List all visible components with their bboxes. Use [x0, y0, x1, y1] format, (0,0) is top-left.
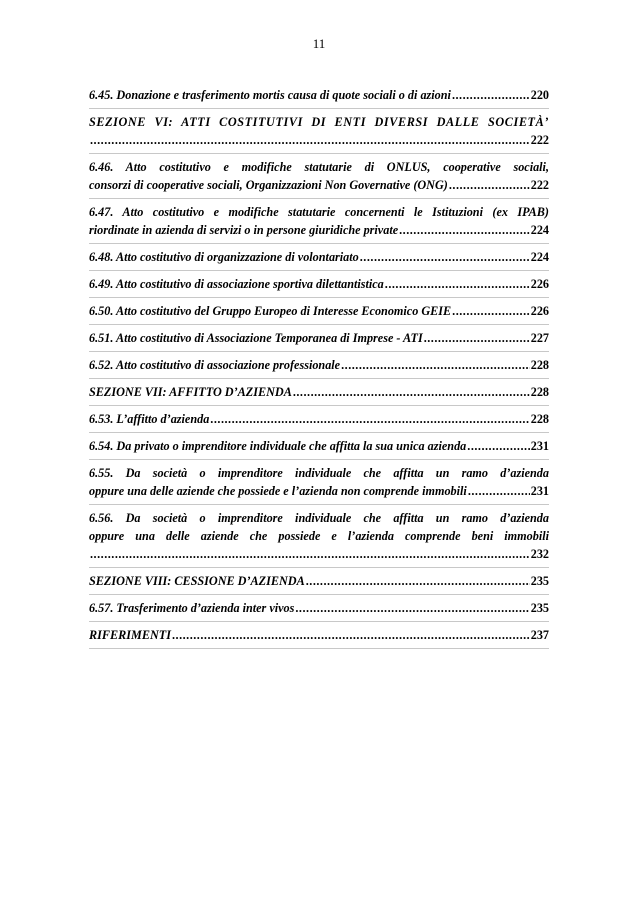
- toc-page-number: 226: [530, 304, 549, 318]
- leader-dots: [360, 248, 530, 266]
- leader-dots: [385, 275, 530, 293]
- toc-entry[interactable]: [89, 158, 549, 199]
- toc-page-number: 220: [530, 88, 549, 102]
- toc-entry-text: 6.47. Atto costitutivo e modifiche statutarie concernenti le Istituzioni (ex IPAB): [89, 205, 549, 219]
- toc-page-number: 228: [530, 358, 549, 372]
- leader-dots: [210, 410, 529, 428]
- toc-entry-text: 6.54. Da privato o imprenditore individuale che affitta la sua unica azienda: [89, 439, 467, 453]
- toc-section-heading[interactable]: [89, 383, 549, 406]
- toc-entry-text: oppure una delle aziende che possiede e l’azienda non comprende immobili: [89, 484, 467, 498]
- toc-entry-text: 6.45. Donazione e trasferimento mortis causa di quote sociali o di azioni: [89, 88, 451, 102]
- leader-dots: [306, 572, 530, 590]
- toc-page-number: 226: [530, 277, 549, 291]
- toc-entry-text: 6.56. Da società o imprenditore individuale che affitta un ramo d’azienda: [89, 511, 549, 525]
- leader-dots: [424, 329, 530, 347]
- toc-entry[interactable]: [89, 329, 549, 352]
- toc-page-number: 224: [530, 223, 549, 237]
- toc-section-heading[interactable]: [89, 113, 549, 154]
- toc-entry-text: 6.50. Atto costitutivo del Gruppo Europeo di Interesse Economico GEIE: [89, 304, 452, 318]
- toc-page-number: 235: [530, 601, 549, 615]
- toc-page-number: 231: [530, 439, 549, 453]
- toc-page-number: 222: [530, 133, 549, 147]
- toc-entry-text: 6.53. L’affitto d’azienda: [89, 412, 210, 426]
- toc-entry[interactable]: [89, 86, 549, 109]
- toc-entry[interactable]: [89, 203, 549, 244]
- page-number: 11: [312, 36, 326, 51]
- toc-entry-text: 6.55. Da società o imprenditore individuale che affitta un ramo d’azienda: [89, 466, 549, 480]
- leader-dots: [452, 302, 530, 320]
- toc-page-number: 222: [530, 178, 549, 192]
- toc-entry-text: SEZIONE VI: ATTI COSTITUTIVI DI ENTI DIVERSI DALLE SOCIETÀ’: [89, 115, 549, 129]
- toc-entry[interactable]: [89, 248, 549, 271]
- leader-dots: [172, 626, 530, 644]
- leader-dots: [449, 176, 530, 194]
- leader-dots: [90, 131, 530, 149]
- leader-dots: [399, 221, 530, 239]
- toc-page-number: 228: [530, 385, 549, 399]
- leader-dots: [295, 599, 529, 617]
- leader-dots: [341, 356, 530, 374]
- leader-dots: [293, 383, 530, 401]
- toc-page-number: 231: [530, 484, 549, 498]
- toc-section-heading[interactable]: [89, 572, 549, 595]
- toc-page-number: 224: [530, 250, 549, 264]
- toc-entry-text: 6.51. Atto costitutivo di Associazione Temporanea di Imprese - ATI: [89, 331, 423, 345]
- toc-entry[interactable]: [89, 410, 549, 433]
- toc-entry-text: consorzi di cooperative sociali, Organizzazioni Non Governative (ONG): [89, 178, 448, 192]
- leader-dots: [90, 545, 530, 563]
- leader-dots: [468, 482, 530, 500]
- toc-page-number: 237: [530, 628, 549, 642]
- toc-entry[interactable]: [89, 464, 549, 505]
- toc-entry[interactable]: [89, 356, 549, 379]
- toc-entry[interactable]: [89, 275, 549, 298]
- toc-entry-text: 6.52. Atto costitutivo di associazione professionale: [89, 358, 341, 372]
- toc-page-number: 227: [530, 331, 549, 345]
- toc-page-number: 232: [530, 547, 549, 561]
- toc-entry-text: 6.48. Atto costitutivo di organizzazione di volontariato: [89, 250, 359, 264]
- toc-page-number: 228: [530, 412, 549, 426]
- table-of-contents: [89, 86, 549, 653]
- toc-entry[interactable]: [89, 599, 549, 622]
- leader-dots: [452, 86, 530, 104]
- toc-section-heading[interactable]: [89, 626, 549, 649]
- leader-dots: [467, 437, 529, 455]
- toc-entry-text: riordinate in azienda di servizi o in persone giuridiche private: [89, 223, 399, 237]
- toc-entry-text: 6.46. Atto costitutivo e modifiche statutarie di ONLUS, cooperative sociali,: [89, 160, 549, 174]
- toc-entry[interactable]: [89, 509, 549, 568]
- toc-entry[interactable]: [89, 302, 549, 325]
- toc-entry-text: RIFERIMENTI: [89, 628, 171, 642]
- toc-page-number: 235: [530, 574, 549, 588]
- toc-entry-text: oppure una delle aziende che possiede e l’azienda comprende beni immobili: [89, 529, 549, 543]
- toc-entry-text: SEZIONE VII: AFFITTO D’AZIENDA: [89, 385, 292, 399]
- toc-entry-text: 6.49. Atto costitutivo di associazione sportiva dilettantistica: [89, 277, 384, 291]
- toc-entry-text: 6.57. Trasferimento d’azienda inter vivos: [89, 601, 295, 615]
- toc-entry-text: SEZIONE VIII: CESSIONE D’AZIENDA: [89, 574, 305, 588]
- toc-entry[interactable]: [89, 437, 549, 460]
